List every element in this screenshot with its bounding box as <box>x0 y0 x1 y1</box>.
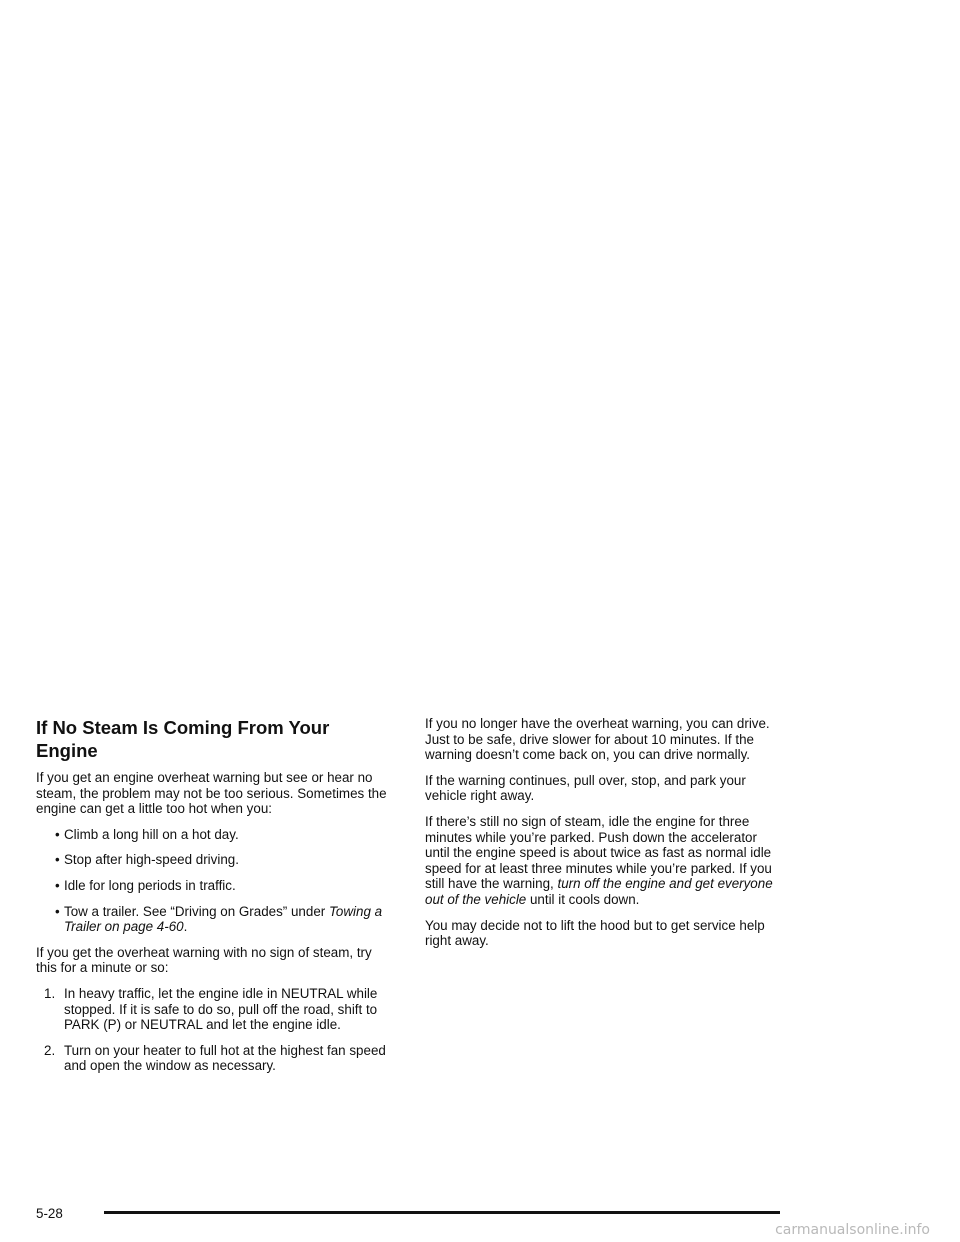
instruction-paragraph: If you get the overheat warning with no sign of steam, try this for a minute or so: <box>36 944 372 976</box>
list-item: 1. In heavy traffic, let the engine idle in NEUTRAL while stopped. If it is safe to do so, pull off the road, shift to PARK (P) or NEUTRAL and let the engine idle. <box>44 985 378 1033</box>
paragraph: If you no longer have the overheat warning, you can drive. Just to be safe, drive slower for about 10 minutes. If the warning doesn’t come back on, you can drive normally. <box>425 716 770 763</box>
list-item: • Climb a long hill on a hot day. <box>55 826 239 842</box>
bullet-icon: • <box>55 877 60 893</box>
paragraph: If the warning continues, pull over, stop, and park your vehicle right away. <box>425 772 746 804</box>
bullet-icon: • <box>55 852 60 868</box>
list-item: • Tow a trailer. See “Driving on Grades” under Towing a Trailer on page 4-60. <box>55 903 383 935</box>
footer-divider <box>104 1211 780 1214</box>
paragraph: If there’s still no sign of steam, idle the engine for three minutes while you’re parked. Push down the accelerator until the engine speed is about twice as fast as normal idle speed for at least three minutes while you’re parked. If you still have the warning, turn off the engine and get everyone out of the vehicle until it cools down. <box>425 813 773 907</box>
emphasis-text: turn off the engine and get everyone out of the vehicle <box>425 876 773 907</box>
cross-reference: Towing a Trailer on page 4-60 <box>64 903 383 935</box>
right-column <box>425 716 780 959</box>
conditions-list <box>36 827 391 935</box>
section-heading: If No Steam Is Coming From Your Engine <box>36 717 330 761</box>
list-item: • Stop after high-speed driving. <box>55 852 239 868</box>
paragraph: You may decide not to lift the hood but to get service help right away. <box>425 917 765 949</box>
watermark: carmanualsonline.info <box>775 1222 930 1238</box>
steps-list <box>36 986 391 1074</box>
list-item: 2. Turn on your heater to full hot at the highest fan speed and open the window as necessary. <box>44 1042 386 1074</box>
bullet-icon: • <box>55 903 60 919</box>
list-item: • Idle for long periods in traffic. <box>55 877 236 893</box>
bullet-icon: • <box>55 826 60 842</box>
intro-paragraph: If you get an engine overheat warning but see or hear no steam, the problem may not be too serious. Sometimes the engine can get a little too hot when you: <box>36 770 387 817</box>
page-number: 5-28 <box>36 1206 63 1221</box>
left-column <box>36 716 391 1084</box>
